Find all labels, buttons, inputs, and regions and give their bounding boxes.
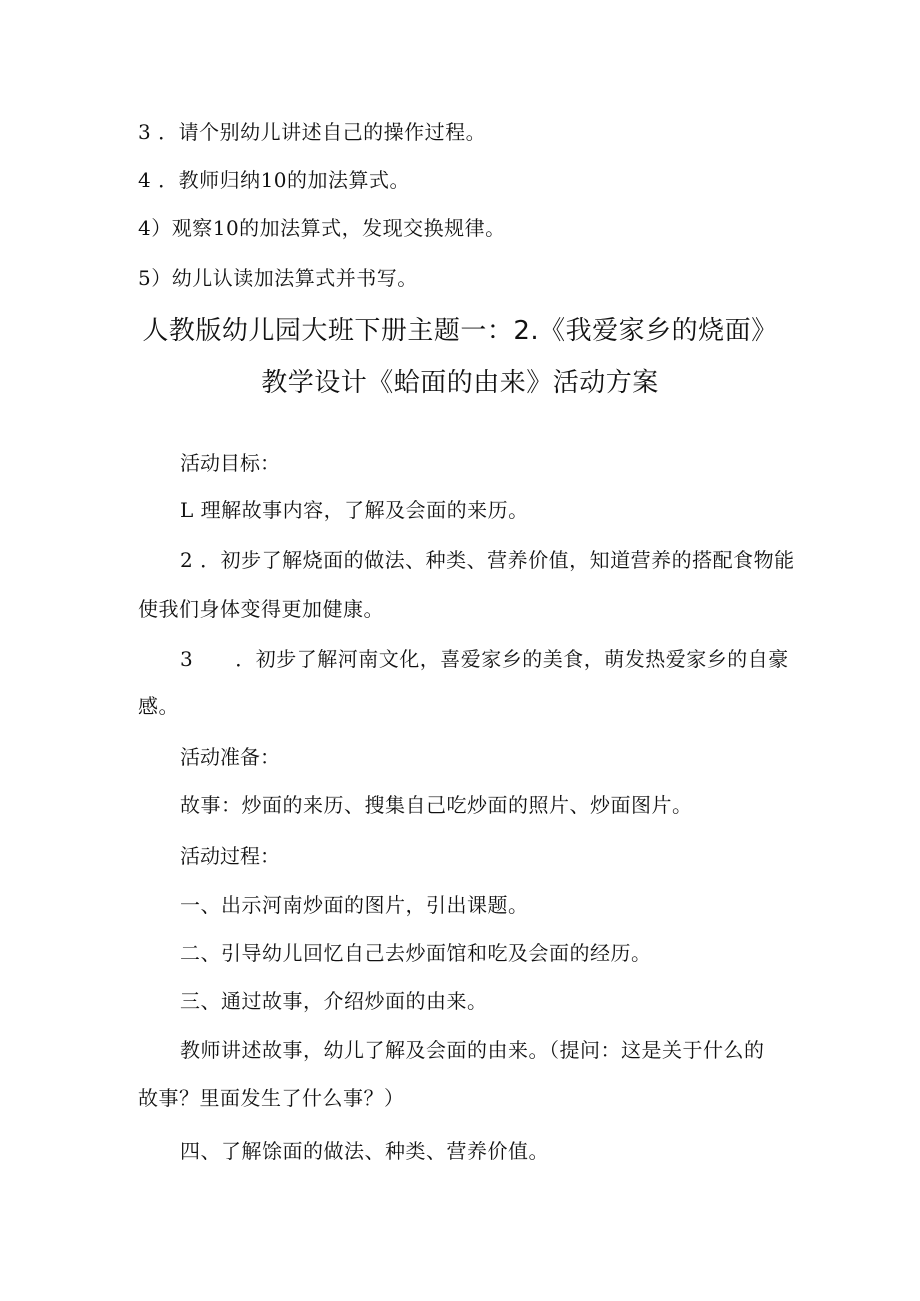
process-step-4: 四、了解馀面的做法、种类、营养价值。 bbox=[180, 1139, 549, 1163]
goal-item-3-line1 bbox=[180, 645, 789, 673]
process-step-3: 三、通过故事，介绍炒面的由来。 bbox=[180, 989, 488, 1013]
process-step-3-detail-line1: 教师讲述故事，幼儿了解及会面的由来。（提问：这是关于什么的 bbox=[180, 1038, 765, 1062]
goal-item-1: L 理解故事内容，了解及会面的来历。 bbox=[180, 498, 529, 522]
document-title-line2: 教学设计《蛤面的由来》活动方案 bbox=[261, 368, 659, 398]
preparation-heading: 活动准备： bbox=[180, 745, 280, 769]
process-heading: 活动过程： bbox=[180, 844, 280, 868]
intro-step-3: 3 ．请个别幼儿讲述自己的操作过程。 bbox=[138, 120, 487, 144]
process-step-2: 二、引导幼儿回忆自己去炒面馆和吃及会面的经历。 bbox=[180, 941, 652, 965]
intro-step-5: 5）幼儿认读加法算式并书写。 bbox=[138, 266, 418, 290]
process-step-3-detail-line2: 故事？里面发生了什么事？） bbox=[138, 1086, 405, 1110]
goal-item-2-line2: 使我们身体变得更加健康。 bbox=[138, 597, 384, 621]
goal-item-3-number: 3 bbox=[180, 647, 194, 671]
process-step-1: 一、出示河南炒面的图片，引出课题。 bbox=[180, 893, 529, 917]
goal-item-2-line1: 2 ．初步了解烧面的做法、种类、营养价值，知道营养的搭配食物能 bbox=[180, 548, 795, 572]
goal-item-3-line2: 感。 bbox=[138, 694, 179, 718]
intro-step-4: 4 ．教师归纳10的加法算式。 bbox=[138, 168, 411, 192]
preparation-text: 故事：炒面的来历、搜集自己吃炒面的照片、炒面图片。 bbox=[180, 793, 693, 817]
goals-heading: 活动目标： bbox=[180, 451, 280, 475]
intro-step-4-observe: 4）观察10的加法算式，发现交换规律。 bbox=[138, 216, 506, 240]
document-title-line1: 人教版幼儿园大班下册主题一：2.《我爱家乡的烧面》 bbox=[142, 316, 778, 346]
goal-item-3-text: ．初步了解河南文化，喜爱家乡的美食，萌发热爱家乡的自豪 bbox=[235, 647, 789, 671]
